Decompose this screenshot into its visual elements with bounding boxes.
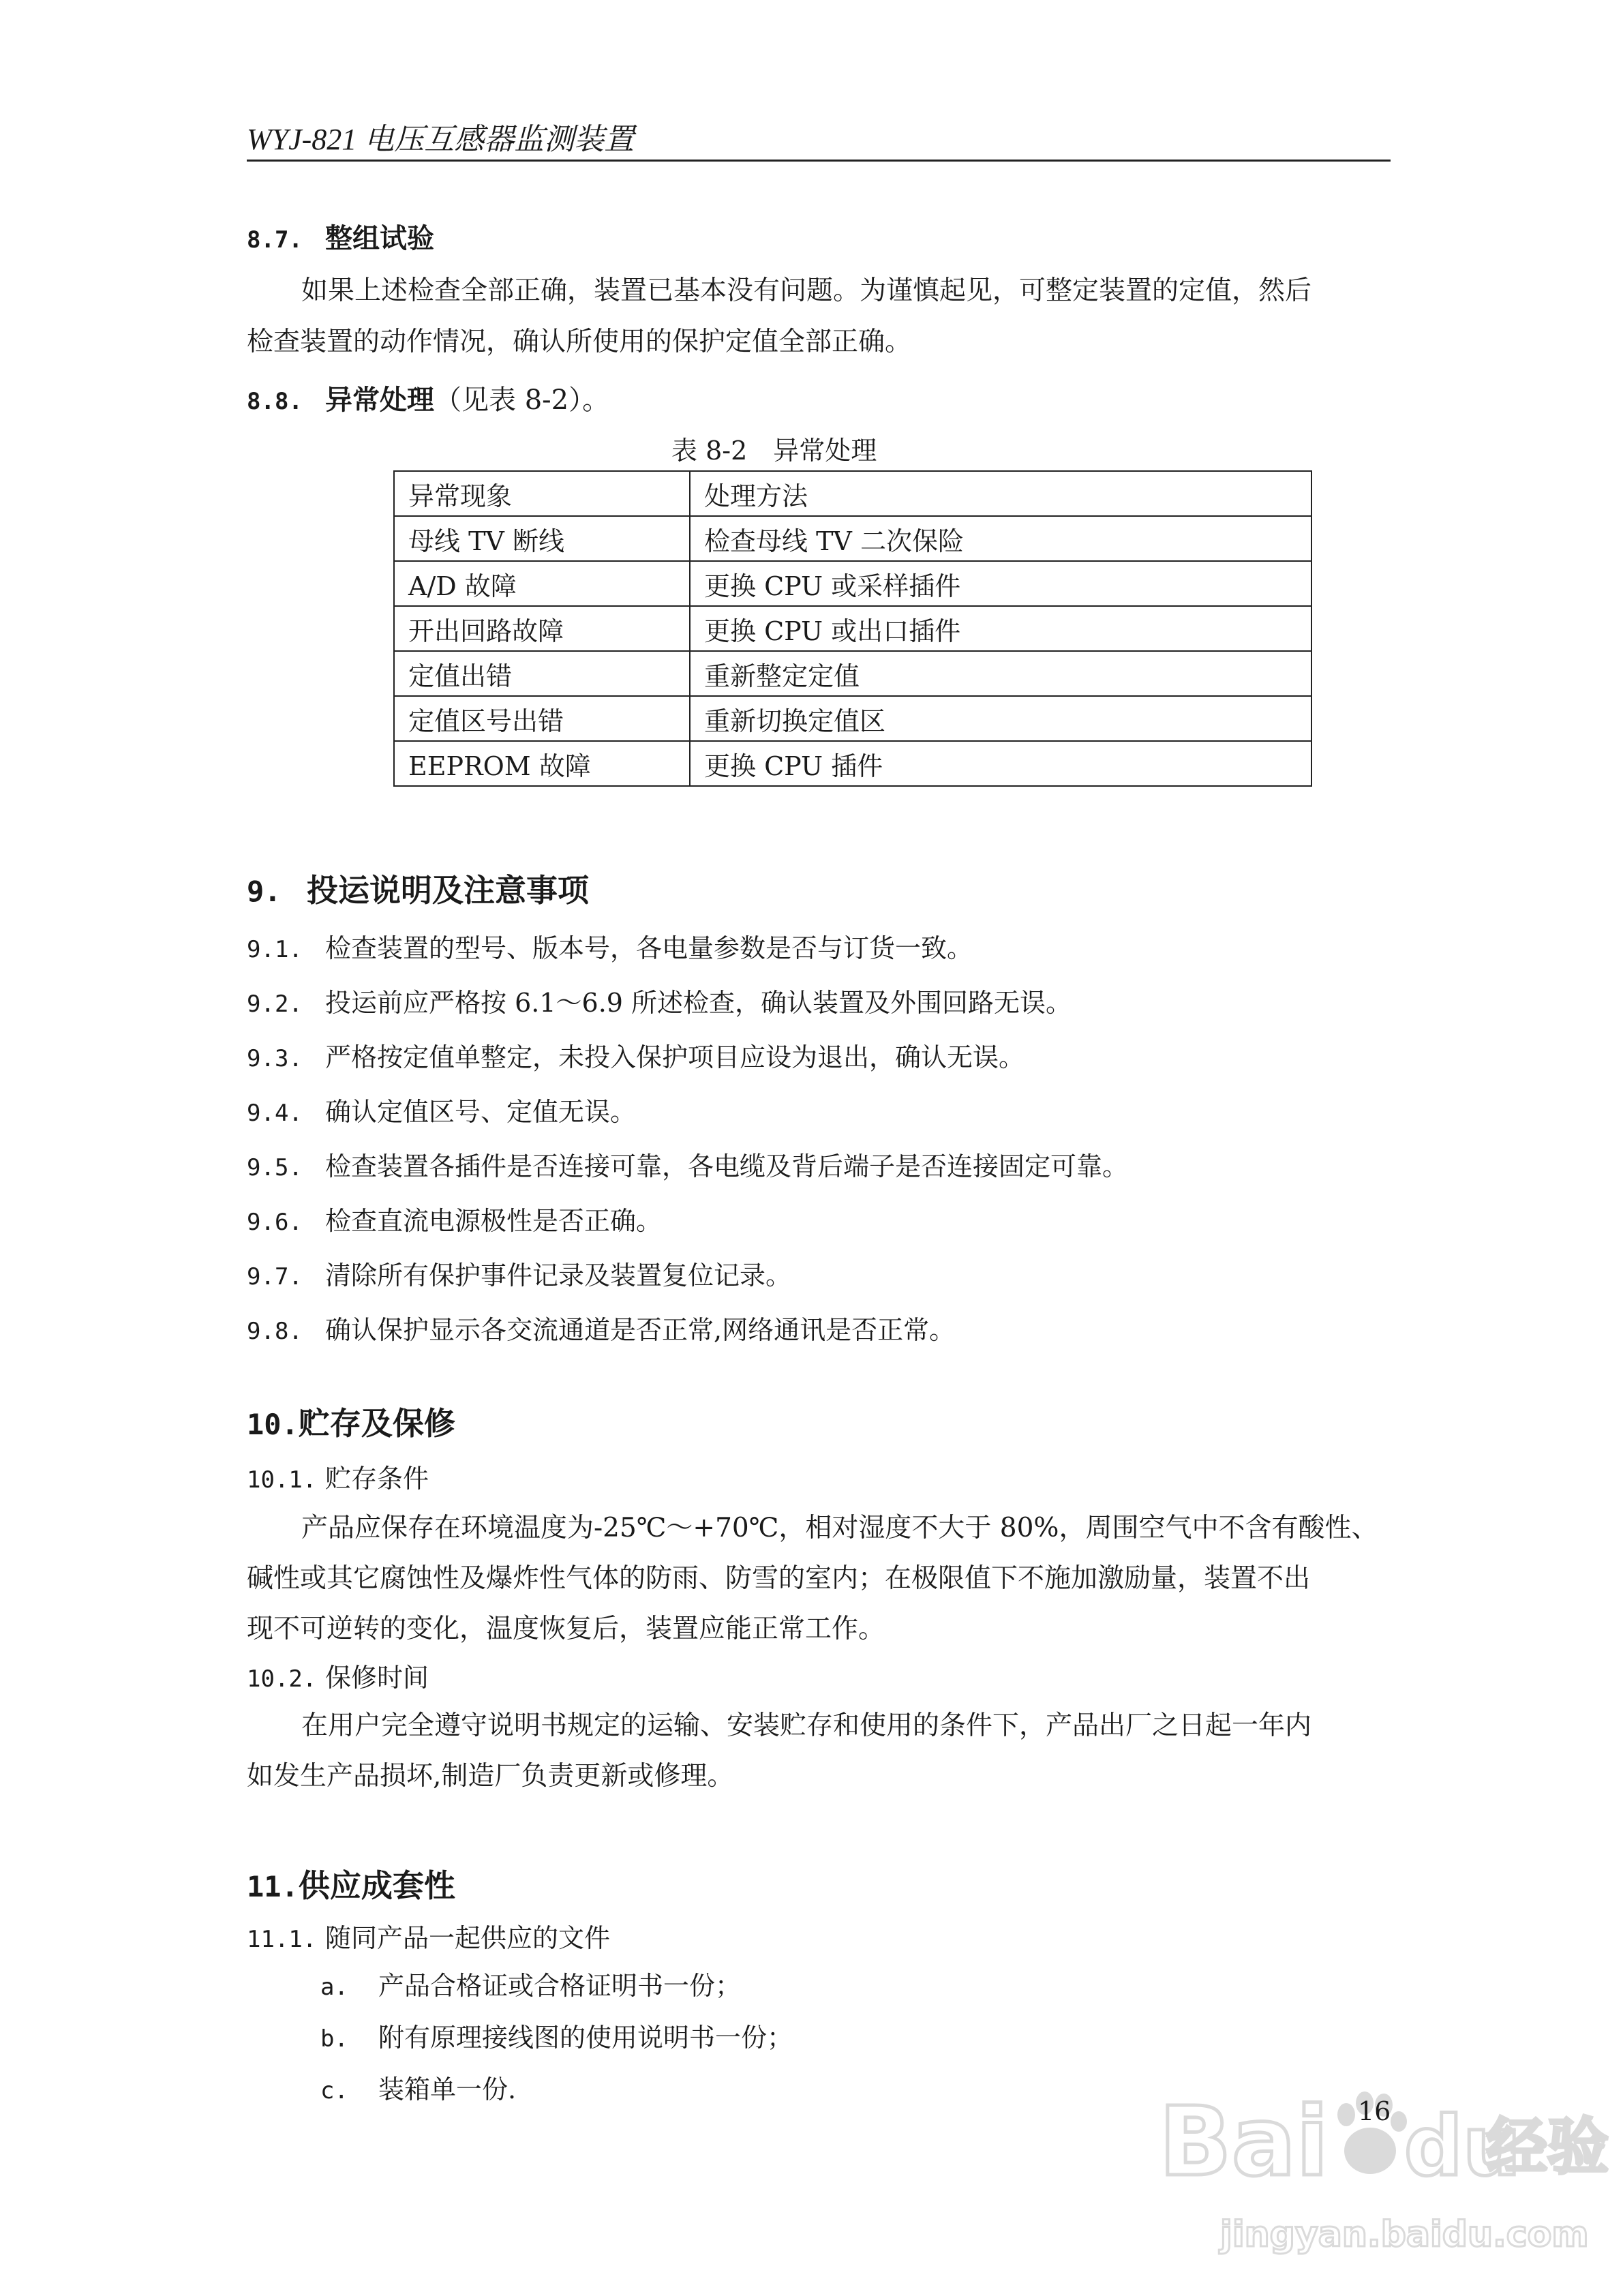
table-cell: 检查母线 TV 二次保险 bbox=[690, 516, 1311, 561]
item-number: 9.6. bbox=[247, 1209, 303, 1236]
list-item bbox=[247, 1254, 791, 1292]
section-number: 8.7. bbox=[247, 226, 303, 254]
table-cell: 重新整定定值 bbox=[690, 651, 1311, 696]
section-title: 投运说明及注意事项 bbox=[307, 872, 589, 909]
section-title: 贮存及保修 bbox=[298, 1405, 455, 1442]
subsection-number: 10.2. bbox=[247, 1665, 317, 1693]
paragraph-line: 检查装置的动作情况，确认所使用的保护定值全部正确。 bbox=[247, 327, 912, 357]
item-marker: a. bbox=[320, 1974, 348, 2001]
table-row bbox=[394, 561, 1311, 606]
paragraph-line: 如发生产品损坏,制造厂负责更新或修理。 bbox=[247, 1761, 734, 1792]
item-number: 9.7. bbox=[247, 1263, 303, 1290]
subsection-10-2-heading bbox=[247, 1657, 429, 1694]
svg-text:jingyan.baidu.com: jingyan.baidu.com bbox=[1220, 2214, 1589, 2255]
baidu-jingyan-watermark-logo bbox=[1145, 2072, 1609, 2277]
item-text: 检查装置的型号、版本号，各电量参数是否与订货一致。 bbox=[325, 933, 973, 963]
svg-text:Bai: Bai bbox=[1159, 2087, 1329, 2198]
table-header-cell: 处理方法 bbox=[690, 471, 1311, 516]
item-number: 9.5. bbox=[247, 1154, 303, 1181]
document-header-title: WYJ-821 电压互感器监测装置 bbox=[247, 123, 635, 156]
paragraph-line: 碱性或其它腐蚀性及爆炸性气体的防雨、防雪的室内；在极限值下不施加激励量，装置不出 bbox=[247, 1563, 1311, 1594]
item-number: 9.3. bbox=[247, 1045, 303, 1072]
list-item bbox=[247, 1309, 955, 1346]
table-row bbox=[394, 741, 1311, 786]
table-cell: EEPROM 故障 bbox=[394, 741, 690, 786]
section-number: 10. bbox=[247, 1408, 299, 1441]
paragraph-line: 产品应保存在环境温度为-25℃～+70℃，相对湿度不大于 80%，周围空气中不含有酸性、 bbox=[301, 1513, 1378, 1543]
table-cell: 重新切换定值区 bbox=[690, 696, 1311, 741]
table-cell: 更换 CPU 或出口插件 bbox=[690, 606, 1311, 651]
subsection-title: 保修时间 bbox=[325, 1663, 429, 1693]
list-item bbox=[247, 1200, 662, 1237]
item-marker: b. bbox=[320, 2025, 348, 2053]
table-cell: 开出回路故障 bbox=[394, 606, 690, 651]
subsection-number: 11.1. bbox=[247, 1926, 317, 1953]
section-title: 供应成套性 bbox=[298, 1867, 455, 1904]
item-text: 检查装置各插件是否连接可靠，各电缆及背后端子是否连接固定可靠。 bbox=[325, 1151, 1129, 1181]
svg-text:du: du bbox=[1404, 2100, 1521, 2194]
table-cell: 母线 TV 断线 bbox=[394, 516, 690, 561]
item-text: 投运前应严格按 6.1～6.9 所述检查，确认装置及外围回路无误。 bbox=[325, 988, 1072, 1018]
section-11-heading bbox=[247, 1861, 455, 1906]
item-text: 检查直流电源极性是否正确。 bbox=[325, 1206, 663, 1236]
table-header-row bbox=[394, 471, 1311, 516]
section-number: 11. bbox=[247, 1870, 299, 1903]
subsection-number: 10.1. bbox=[247, 1466, 317, 1494]
item-text: 清除所有保护事件记录及装置复位记录。 bbox=[325, 1260, 792, 1290]
abnormal-handling-table bbox=[393, 470, 1312, 787]
table-row bbox=[394, 606, 1311, 651]
svg-text:经验: 经验 bbox=[1486, 2111, 1609, 2183]
table-cell: A/D 故障 bbox=[394, 561, 690, 606]
section-title: 整组试验 bbox=[325, 223, 434, 254]
page-number: 16 bbox=[1358, 2096, 1391, 2126]
item-number: 9.4. bbox=[247, 1100, 303, 1127]
list-item bbox=[320, 1965, 741, 2002]
item-text: 装箱单一份. bbox=[378, 2074, 517, 2104]
section-10-heading bbox=[247, 1399, 455, 1444]
table-cell: 定值出错 bbox=[394, 651, 690, 696]
list-item bbox=[320, 2068, 516, 2106]
item-text: 确认定值区号、定值无误。 bbox=[325, 1097, 637, 1127]
table-cell: 更换 CPU 插件 bbox=[690, 741, 1311, 786]
item-text: 严格按定值单整定，未投入保护项目应设为退出，确认无误。 bbox=[325, 1042, 1025, 1072]
paragraph-line: 在用户完全遵守说明书规定的运输、安装贮存和使用的条件下，产品出厂之日起一年内 bbox=[301, 1710, 1312, 1741]
subsection-title: 贮存条件 bbox=[325, 1464, 429, 1494]
subsection-10-1-heading bbox=[247, 1457, 429, 1495]
section-title: 异常处理 bbox=[325, 384, 434, 416]
table-cell: 更换 CPU 或采样插件 bbox=[690, 561, 1311, 606]
table-caption: 表 8-2 异常处理 bbox=[671, 436, 877, 466]
item-text: 确认保护显示各交流通道是否正常,网络通讯是否正常。 bbox=[325, 1315, 956, 1345]
section-9-heading bbox=[247, 866, 589, 911]
section-8-8-heading bbox=[247, 378, 609, 417]
subsection-title: 随同产品一起供应的文件 bbox=[325, 1923, 611, 1953]
item-number: 9.8. bbox=[247, 1318, 303, 1345]
item-text: 附有原理接线图的使用说明书一份； bbox=[378, 2023, 793, 2053]
list-item bbox=[247, 1145, 1128, 1183]
subsection-11-1-heading bbox=[247, 1917, 610, 1954]
list-item bbox=[247, 1036, 1025, 1074]
list-item bbox=[320, 2016, 793, 2054]
paragraph-line: 如果上述检查全部正确，装置已基本没有问题。为谨慎起见，可整定装置的定值，然后 bbox=[301, 275, 1312, 306]
table-row bbox=[394, 696, 1311, 741]
item-number: 9.1. bbox=[247, 936, 303, 963]
table-row bbox=[394, 651, 1311, 696]
item-number: 9.2. bbox=[247, 991, 303, 1018]
list-item bbox=[247, 927, 973, 965]
section-8-7-heading bbox=[247, 217, 434, 256]
table-row bbox=[394, 516, 1311, 561]
item-marker: c. bbox=[320, 2077, 348, 2104]
list-item bbox=[247, 982, 1072, 1019]
list-item bbox=[247, 1091, 636, 1128]
item-text: 产品合格证或合格证明书一份； bbox=[378, 1971, 742, 2001]
paragraph-line: 现不可逆转的变化，温度恢复后，装置应能正常工作。 bbox=[247, 1614, 885, 1644]
header-divider bbox=[247, 160, 1391, 162]
section-number: 9. bbox=[247, 875, 282, 908]
section-number: 8.8. bbox=[247, 388, 303, 415]
table-header-cell: 异常现象 bbox=[394, 471, 690, 516]
table-cell: 定值区号出错 bbox=[394, 696, 690, 741]
section-title-suffix: （见表 8-2）。 bbox=[434, 384, 610, 416]
